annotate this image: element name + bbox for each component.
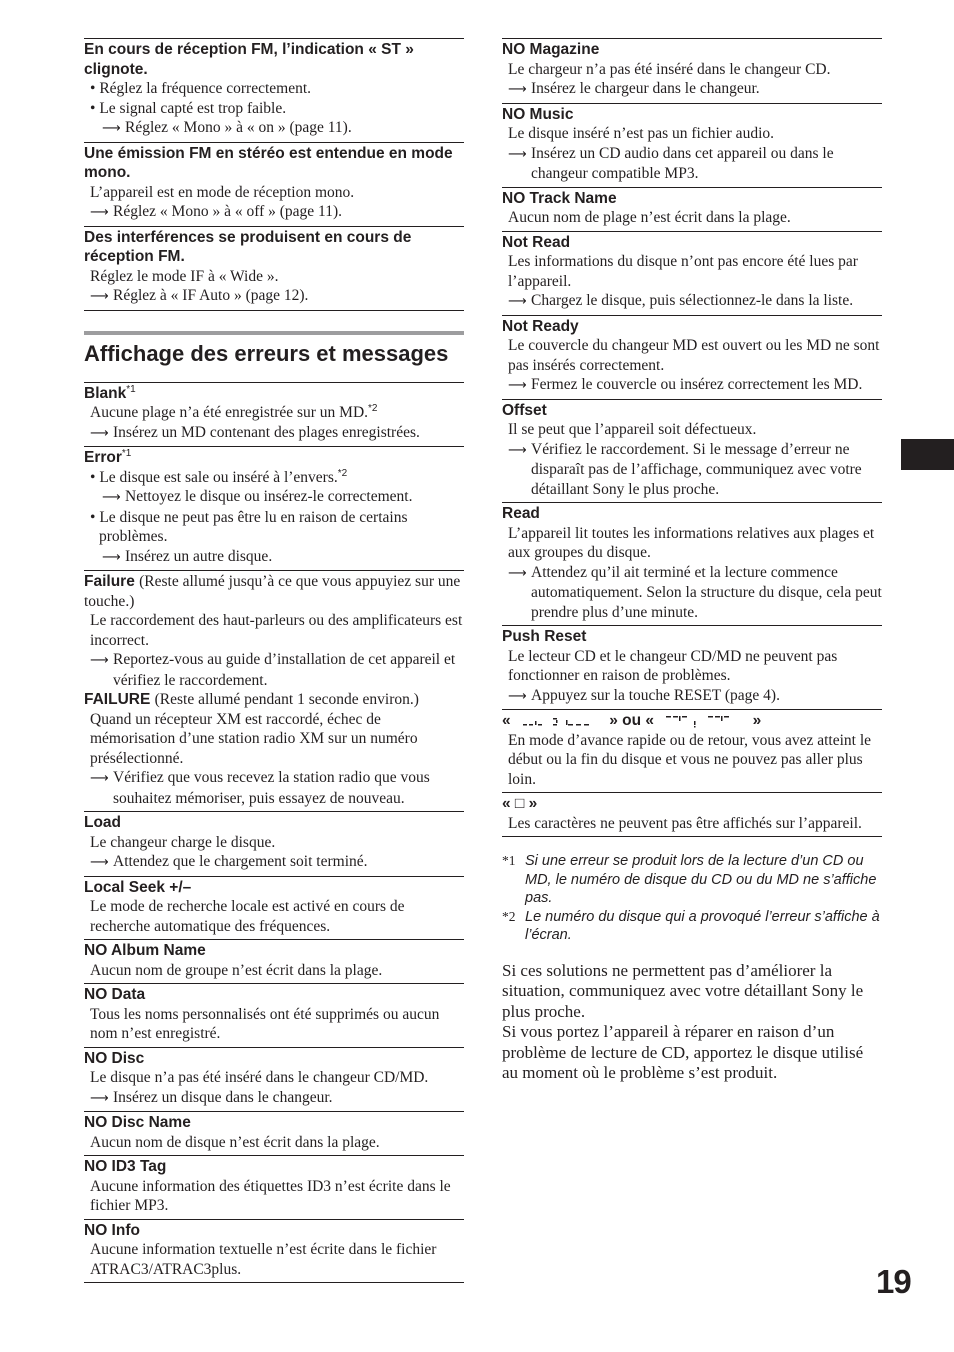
footnote-mark: *2 [502,908,516,924]
arrow-right-icon: ⟶ [508,565,527,581]
entry-no-disc-name [84,1111,464,1155]
entry-heading: Load [84,814,122,831]
arrow-right-icon: ⟶ [90,855,109,870]
entry-no-album-name [84,939,464,983]
entry-heading: Failure (Reste allumé jusqu’à ce que vous appuyiez sur une touche.) [84,573,461,610]
entry-heading: Not Ready [502,317,579,335]
entry-text: Le couvercle du changeur MD est ouvert ou les MD ne sont pas insérés correctement. [508,337,880,374]
entry-text: L’appareil lit toutes les informations relatives aux plages et aux groupes du disque. [508,524,875,561]
entry-blank [84,382,464,447]
entry-no-music [502,103,882,187]
remedy-line: ⟶ Nettoyez le disque ou insérez-le correctement. [84,487,464,508]
arrow-right-icon: ⟶ [90,1090,109,1106]
entry-heading: FAILURE (Reste allumé pendant 1 seconde environ.) [84,691,419,708]
entry-heading: Des interférences se produisent en cours de réception FM. [84,228,412,265]
remedy-line: ⟶ Insérez un MD contenant des plages enregistrées. [84,423,464,444]
closing-paragraph: Si ces solutions ne permettent pas d’améliorer la situation, communiquez avec votre détaillant Sony le plus proche. [502,960,864,1021]
entry-text: Il se peut que l’appareil soit défectueux. [508,421,757,438]
entry-heading: NO ID3 Tag [84,1158,167,1175]
entry-box-character [502,792,882,837]
entry-text: Aucune information des étiquettes ID3 n’est écrite dans le fichier MP3. [90,1177,451,1214]
entry-heading: « □ » [502,795,538,812]
bullet-item: • Le signal capté est trop faible. [90,99,287,117]
entry-no-data [84,983,464,1047]
bullet-item: • Réglez la fréquence correctement. [90,80,312,97]
arrow-right-icon: ⟶ [508,688,527,704]
arrow-right-icon: ⟶ [508,294,527,309]
entry-heading: NO Magazine [502,41,600,58]
entry-text: Le raccordement des haut-parleurs ou des amplificateurs est incorrect. [90,612,463,649]
entry-text: Le changeur charge le disque. [90,833,276,851]
footnote-2 [502,908,882,945]
entry-text: Le mode de recherche locale est activé en cours de recherche automatique des fréquences. [90,898,405,935]
entry-heading: NO Info [84,1221,140,1239]
remedy-line: ⟶ Chargez le disque, puis sélectionnez-le dans la liste. [502,291,882,312]
section-title: Affichage des erreurs et messages [84,340,449,366]
arrow-right-icon: ⟶ [508,442,527,458]
entry-text: En mode d’avance rapide ou de retour, vous avez atteint le début ou la fin du disque et vous ne pouvez pas aller plus loin. [508,731,872,788]
arrow-right-icon: ⟶ [508,378,527,393]
entry-offset [502,399,882,503]
entry-heading: NO Album Name [84,942,206,959]
arrow-right-icon: ⟶ [90,289,109,304]
entry-text: Les informations du disque n’ont pas encore été lues par l’appareil. [508,253,858,290]
remedy-line: ⟶ Insérez le chargeur dans le changeur. [502,79,882,100]
entry-text: Le chargeur n’a pas été inséré dans le changeur CD. [508,60,831,78]
remedy-line: ⟶ Attendez qu’il ait terminé et la lecture commence automatiquement. Selon la structure du disque, cela peut prendre plus d’une minute. [508,563,882,621]
entry-fm-mono [84,142,464,226]
arrow-right-icon: ⟶ [90,205,109,220]
entry-text: Aucun nom de disque n’est écrit dans la plage. [90,1133,380,1151]
entry-heading: NO Data [84,986,146,1003]
arrow-right-icon: ⟶ [90,653,109,668]
entry-heading: Push Reset [502,628,587,645]
remedy-line: ⟶ Vérifiez le raccordement. Si le message d’erreur ne disparaît pas de l’affichage, communiquez avec votre détaillant Sony le plus proche. [508,440,862,498]
entry-heading: Blank$^{*1}$ [84,383,136,402]
thumb-index-tab [901,439,954,470]
footnote-text: Si une erreur se produit lors de la lecture d’un CD ou MD, le numéro de disque du CD ou du MD ne s’affiche pas. [525,853,877,906]
entry-no-track-name [502,187,882,231]
entry-text: Aucune plage n’a été enregistrée sur un MD.$^{*2}$ [90,402,378,421]
remedy-line: ⟶ Attendez que le chargement soit terminé. [84,852,464,873]
entry-heading: NO Disc [84,1049,145,1067]
entry-error [84,446,464,570]
entry-read [502,502,882,625]
entry-no-magazine [502,38,882,103]
entry-no-info [84,1219,464,1284]
remedy-line: ⟶ Fermez le couvercle ou insérez correctement les MD. [502,375,882,396]
remedy-line: ⟶ Insérez un disque dans le changeur. [84,1088,464,1109]
segment-display-end-icon [664,714,742,728]
footnote-1 [502,852,882,908]
entry-text: Les caractères ne peuvent pas être affichés sur l’appareil. [508,814,862,832]
remedy-line: ⟶ Insérez un autre disque. [84,547,464,568]
arrow-right-icon: ⟶ [508,146,527,162]
entry-no-id3-tag [84,1155,464,1219]
entry-heading: NO Track Name [502,189,617,207]
bullet-item: • Le disque ne peut pas être lu en raison de certains problèmes. [90,508,408,545]
footnote-mark: *1 [502,853,516,868]
entry-text: Quand un récepteur XM est raccordé, échec de mémorisation d’une station radio XM sur un numéro présélectionné. [90,710,418,767]
entry-not-ready [502,315,882,399]
entry-heading: Not Read [502,233,571,251]
arrow-right-icon: ⟶ [90,425,109,441]
entry-heading: Une émission FM en stéréo est entendue en mode mono. [84,144,453,181]
arrow-right-icon: ⟶ [102,490,121,505]
entry-load [84,811,464,876]
arrow-right-icon: ⟶ [508,82,527,97]
remedy-line: ⟶ Vérifiez que vous recevez la station radio que vous souhaitez mémoriser, puis essayez de nouveau. [90,769,430,807]
entry-heading: NO Music [502,105,574,123]
page-number: 19 [876,1263,911,1300]
footnotes [502,852,882,945]
closing-block [502,961,882,1084]
remedy-line: ⟶ Insérez un CD audio dans cet appareil ou dans le changeur compatible MP3. [508,144,834,182]
arrow-right-icon: ⟶ [90,771,109,786]
entry-heading: NO Disc Name [84,1114,191,1131]
entry-text: L’appareil est en mode de réception mono. [90,183,355,201]
entry-text: Aucun nom de groupe n’est écrit dans la plage. [90,961,383,979]
arrow-right-icon: ⟶ [102,549,121,565]
remedy-line: ⟶ Réglez à « IF Auto » (page 12). [84,286,464,307]
entry-push-reset [502,625,882,709]
remedy-line: ⟶ Réglez « Mono » à « off » (page 11). [84,202,464,223]
entry-heading: Error$^{*1}$ [84,447,132,466]
entry-local-seek [84,876,464,940]
entry-heading: « » ou « » [502,712,762,729]
arrow-right-icon: ⟶ [102,121,121,136]
bullet-item: • Le disque est sale ou inséré à l’envers.$^{*2}$ [90,467,348,486]
entry-heading: Offset [502,401,547,419]
entry-fm-interference [84,226,464,311]
entry-text: Le disque n’a pas été inséré dans le changeur CD/MD. [90,1069,429,1086]
entry-not-read [502,231,882,315]
entry-no-disc [84,1047,464,1112]
entry-segment-display [502,709,882,792]
entry-heading: Local Seek +/– [84,878,192,896]
left-column [84,38,464,1283]
remedy-line: ⟶ Réglez « Mono » à « on » (page 11). [84,118,464,139]
entry-text: Le lecteur CD et le changeur CD/MD ne peuvent pas fonctionner en raison de problèmes. [508,647,838,684]
entry-text: Réglez le mode IF à « Wide ». [90,267,279,285]
entry-text: Aucune information textuelle n’est écrite dans le fichier ATRAC3/ATRAC3plus. [90,1241,437,1278]
entry-heading: En cours de réception FM, l’indication « ST » clignote. [84,41,414,78]
remedy-line: ⟶ Reportez-vous au guide d’installation de cet appareil et vérifiez le raccordement. [90,651,456,689]
entry-text: Le disque inséré n’est pas un fichier audio. [508,125,774,142]
closing-paragraph: Si vous portez l’appareil à réparer en raison d’un problème de lecture de CD, apportez le disque utilisé au moment où le problème s’est produit. [502,1022,864,1082]
entry-heading: Read [502,505,540,522]
footnote-text: Le numéro du disque qui a provoqué l’erreur s’affiche à l’écran. [525,908,880,943]
remedy-line: ⟶ Appuyez sur la touche RESET (page 4). [502,686,882,707]
right-column [502,38,882,1084]
entry-text: Aucun nom de plage n’est écrit dans la plage. [508,209,791,226]
segment-display-start-icon [521,715,599,727]
entry-text: Tous les noms personnalisés ont été supprimés ou aucun nom n’est enregistré. [90,1005,440,1042]
entry-failure [84,570,464,811]
entry-st-blink [84,38,464,142]
